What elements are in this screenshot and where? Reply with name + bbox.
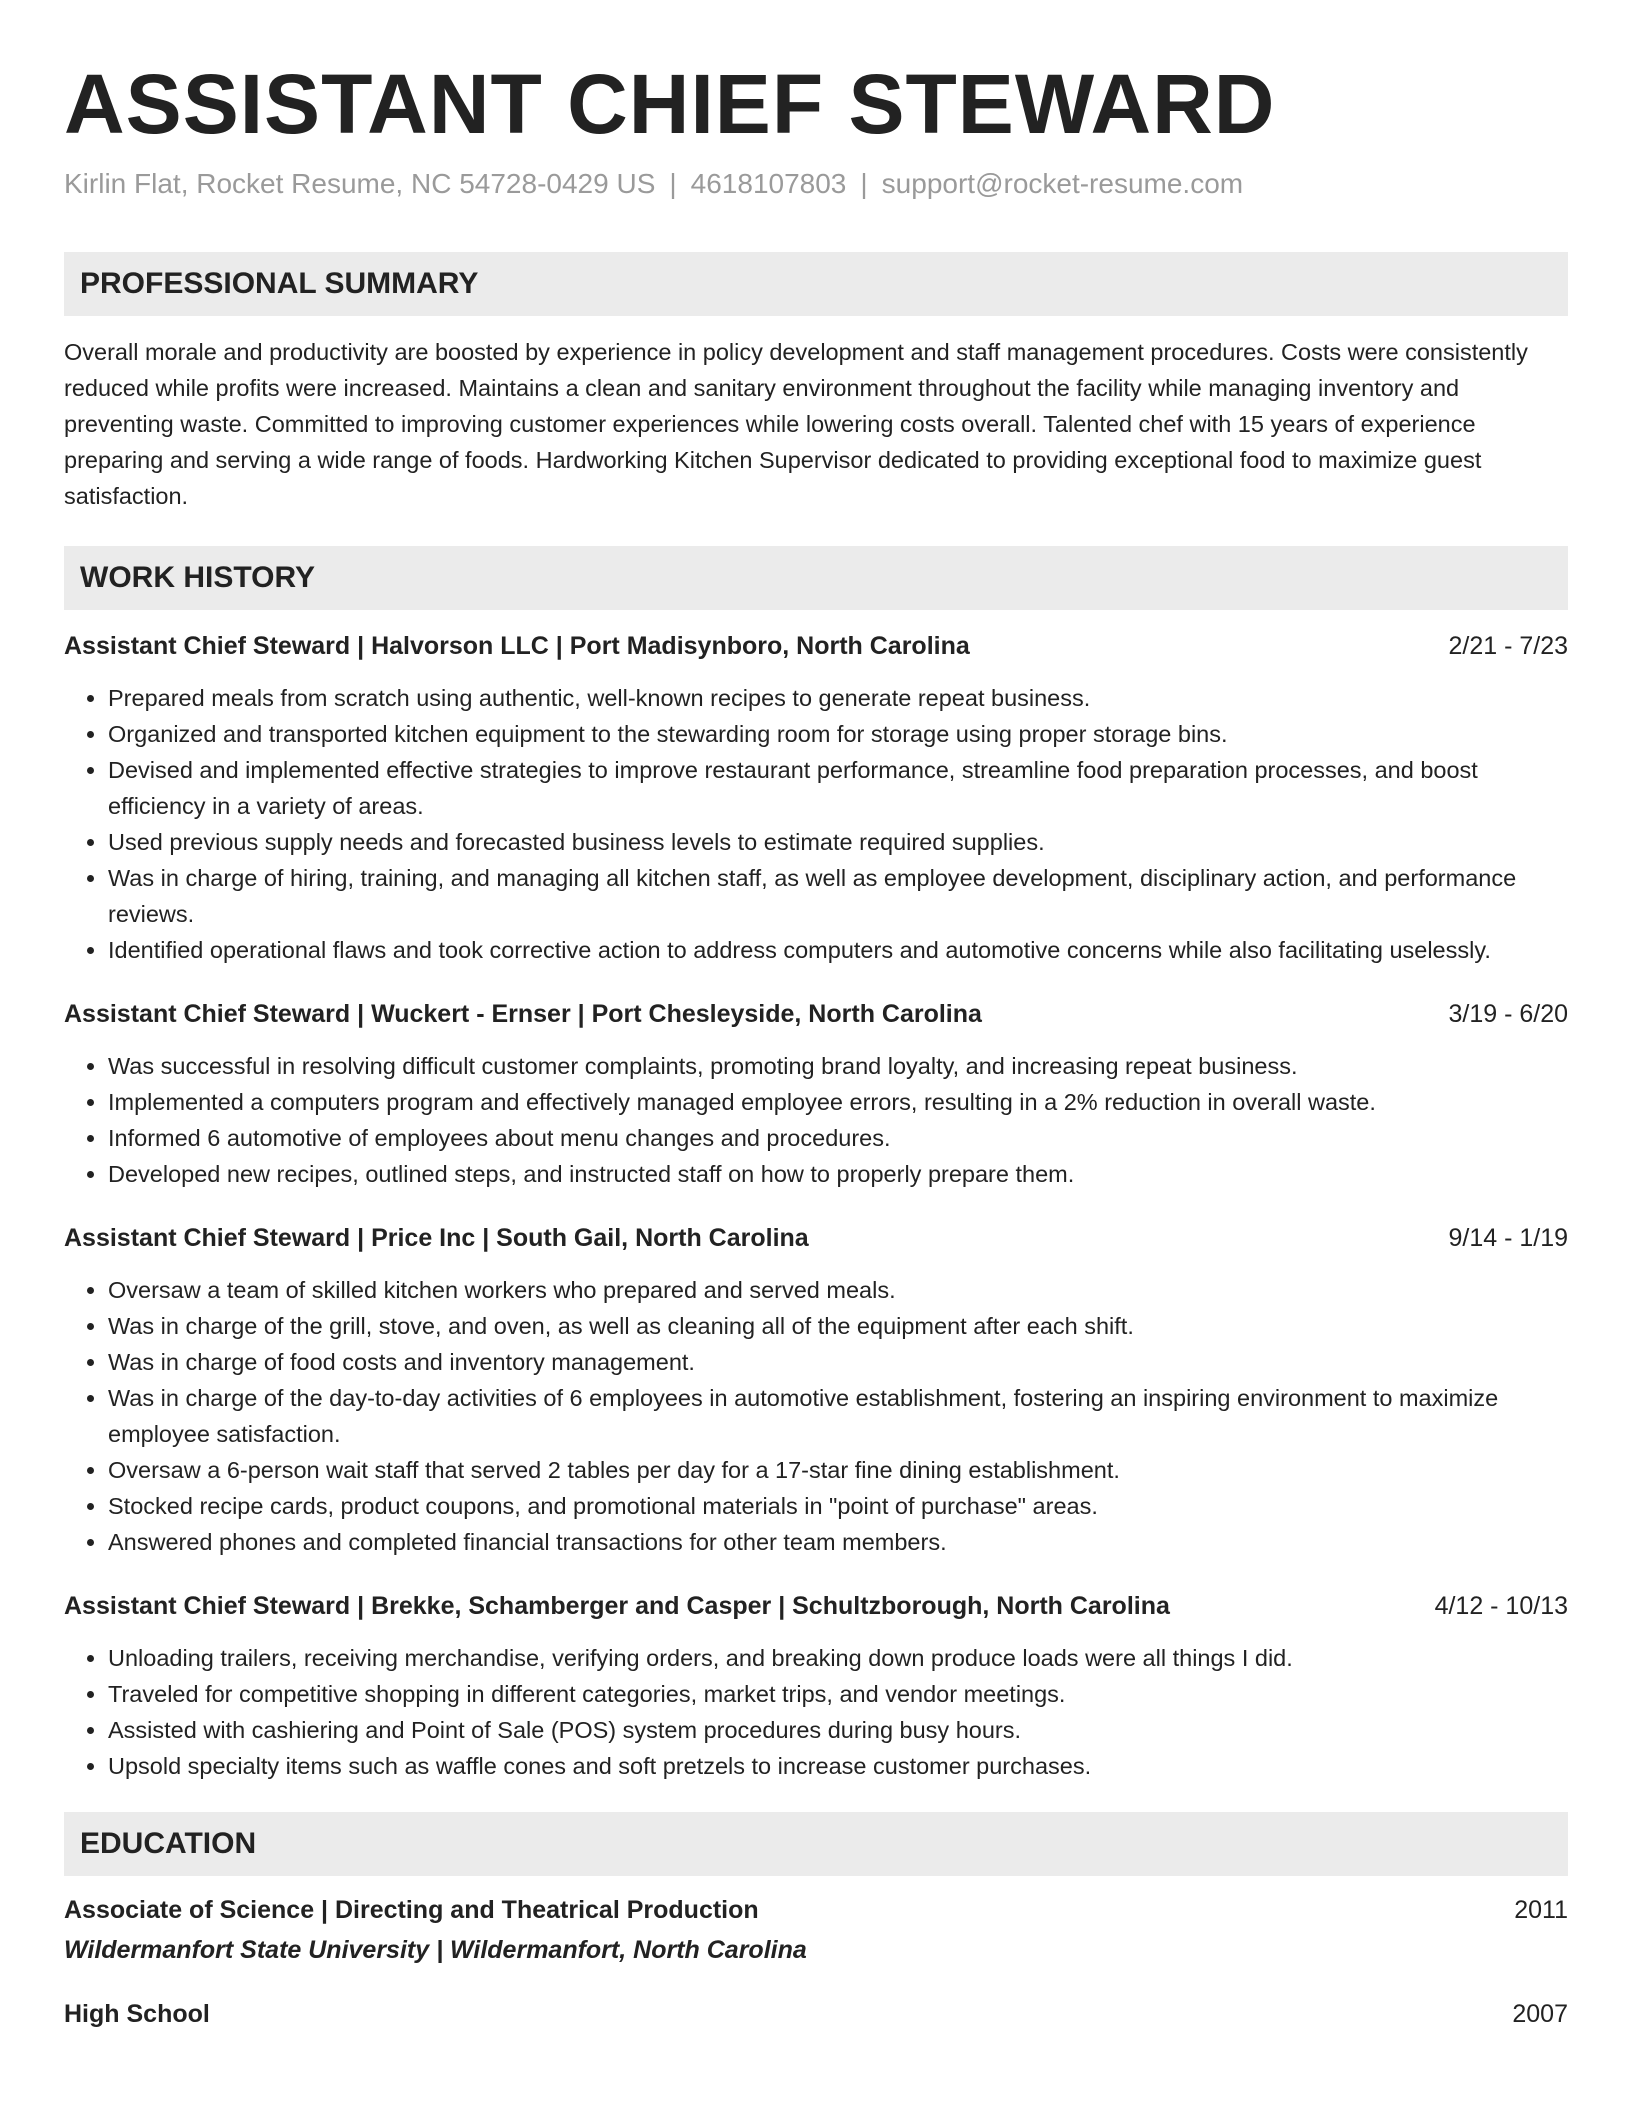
job-bullet-list — [64, 1048, 1568, 1192]
education-school: Wildermanfort State University | Wildermanfort, North Carolina — [64, 1936, 807, 1964]
job-entry — [64, 628, 1568, 968]
job-title: Assistant Chief Steward | Wuckert - Ernser | Port Chesleyside, North Carolina — [64, 1000, 982, 1028]
contact-separator: | — [860, 168, 868, 199]
job-heading-row — [64, 996, 1568, 1032]
job-bullet: • Was in charge of the grill, stove, and oven, as well as cleaning all of the equipment after each shift. — [108, 1308, 1568, 1344]
job-bullet: • Stocked recipe cards, product coupons, and promotional materials in "point of purchase" areas. — [108, 1488, 1568, 1524]
job-title: Assistant Chief Steward | Brekke, Schamberger and Casper | Schultzborough, North Carolina — [64, 1592, 1170, 1620]
education-list — [64, 1892, 1568, 2032]
job-date: 3/19 - 6/20 — [1448, 1000, 1568, 1028]
work-history-list — [64, 628, 1568, 1784]
job-bullet: • Was in charge of the day-to-day activities of 6 employees in automotive establishment, fostering an inspiring environment to maximize employee satisfaction. — [108, 1380, 1568, 1452]
education-year: 2007 — [1512, 2000, 1568, 2028]
job-bullet: • Was in charge of food costs and inventory management. — [108, 1344, 1568, 1380]
contact-line — [64, 166, 1568, 202]
job-bullet: • Identified operational flaws and took corrective action to address computers and automotive concerns while also facilitating uselessly. — [108, 932, 1568, 968]
section-header-work-history: WORK HISTORY — [64, 546, 1568, 610]
job-title: Assistant Chief Steward | Price Inc | South Gail, North Carolina — [64, 1224, 809, 1252]
education-degree: Associate of Science | Directing and Theatrical Production — [64, 1896, 759, 1924]
job-bullet: • Answered phones and completed financial transactions for other team members. — [108, 1524, 1568, 1560]
job-bullet: • Devised and implemented effective strategies to improve restaurant performance, streamline food preparation processes, and boost efficiency in a variety of areas. — [108, 752, 1568, 824]
job-heading-row — [64, 1588, 1568, 1624]
job-bullet: • Developed new recipes, outlined steps, and instructed staff on how to properly prepare them. — [108, 1156, 1568, 1192]
job-bullet: • Was in charge of hiring, training, and managing all kitchen staff, as well as employee development, disciplinary action, and performance reviews. — [108, 860, 1568, 932]
education-entry — [64, 1892, 1568, 1968]
job-bullet: • Oversaw a 6-person wait staff that served 2 tables per day for a 17-star fine dining establishment. — [108, 1452, 1568, 1488]
job-bullet: • Traveled for competitive shopping in different categories, market trips, and vendor meetings. — [108, 1676, 1568, 1712]
job-bullet: • Was successful in resolving difficult customer complaints, promoting brand loyalty, and increasing repeat business. — [108, 1048, 1568, 1084]
job-entry — [64, 1220, 1568, 1560]
job-heading-row — [64, 628, 1568, 664]
job-heading-row — [64, 1220, 1568, 1256]
job-entry — [64, 996, 1568, 1192]
education-heading-row — [64, 1996, 1568, 2032]
job-bullet-list — [64, 1272, 1568, 1560]
job-bullet: • Prepared meals from scratch using authentic, well-known recipes to generate repeat business. — [108, 680, 1568, 716]
job-bullet: • Used previous supply needs and forecasted business levels to estimate required supplies. — [108, 824, 1568, 860]
job-entry — [64, 1588, 1568, 1784]
contact-email: support@rocket-resume.com — [881, 168, 1244, 199]
candidate-name: ASSISTANT CHIEF STEWARD — [64, 57, 1276, 151]
job-bullet: • Assisted with cashiering and Point of Sale (POS) system procedures during busy hours. — [108, 1712, 1568, 1748]
job-bullet: • Organized and transported kitchen equipment to the stewarding room for storage using proper storage bins. — [108, 716, 1568, 752]
job-date: 2/21 - 7/23 — [1448, 632, 1568, 660]
job-bullet: • Oversaw a team of skilled kitchen workers who prepared and served meals. — [108, 1272, 1568, 1308]
job-bullet-list — [64, 1640, 1568, 1784]
summary-text: Overall morale and productivity are boosted by experience in policy development and staff management procedures. Costs were consistently reduced while profits were increased. Maintains a clean and sanitary environment throughout the facility while managing inventory and preventing waste. Committed to improving customer experiences while lowering costs overall. Talented chef with 15 years of experience preparing and serving a wide range of foods. Hardworking Kitchen Supervisor dedicated to providing exceptional food to maximize guest satisfaction. — [64, 339, 1528, 509]
education-degree: High School — [64, 2000, 210, 2028]
contact-separator: | — [669, 168, 677, 199]
contact-address: Kirlin Flat, Rocket Resume, NC 54728-0429 US — [64, 168, 656, 199]
job-bullet: • Informed 6 automotive of employees about menu changes and procedures. — [108, 1120, 1568, 1156]
job-date: 4/12 - 10/13 — [1434, 1592, 1568, 1620]
education-entry — [64, 1996, 1568, 2032]
education-heading-row — [64, 1892, 1568, 1928]
job-bullet-list — [64, 680, 1568, 968]
education-year: 2011 — [1514, 1896, 1568, 1924]
job-title: Assistant Chief Steward | Halvorson LLC | Port Madisynboro, North Carolina — [64, 632, 970, 660]
job-bullet: • Implemented a computers program and effectively managed employee errors, resulting in a 2% reduction in overall waste. — [108, 1084, 1568, 1120]
job-date: 9/14 - 1/19 — [1448, 1224, 1568, 1252]
job-bullet: • Unloading trailers, receiving merchandise, verifying orders, and breaking down produce loads were all things I did. — [108, 1640, 1568, 1676]
section-header-education: EDUCATION — [64, 1812, 1568, 1876]
job-bullet: • Upsold specialty items such as waffle cones and soft pretzels to increase customer purchases. — [108, 1748, 1568, 1784]
contact-phone: 4618107803 — [690, 168, 847, 199]
section-header-summary: PROFESSIONAL SUMMARY — [64, 252, 1568, 316]
